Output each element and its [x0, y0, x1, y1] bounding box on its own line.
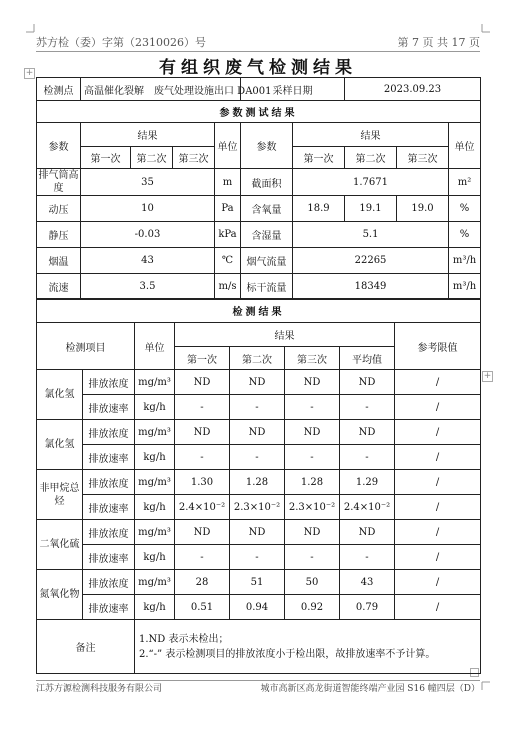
measure-type: 排放速率 — [83, 445, 135, 470]
value-second: ND — [230, 420, 285, 445]
measure-unit: kg/h — [135, 595, 175, 620]
table-row — [37, 169, 481, 196]
param-value: 1.7671 — [293, 169, 449, 196]
param-unit: kPa — [215, 222, 241, 248]
table-row — [37, 595, 481, 620]
value-second: 0.94 — [230, 595, 285, 620]
value-second: ND — [230, 370, 285, 395]
measure-type: 排放浓度 — [83, 470, 135, 495]
value-second: 2.3×10⁻² — [230, 495, 285, 520]
third-header: 第三次 — [285, 347, 340, 370]
result-header-right: 结果 — [293, 123, 449, 147]
table-row — [37, 520, 481, 545]
value-first: ND — [175, 420, 230, 445]
table-row — [37, 420, 481, 445]
point-label: 检测点 — [37, 78, 81, 101]
add-row-handle-icon[interactable]: + — [483, 371, 492, 381]
value-second: ND — [230, 520, 285, 545]
value-limit: / — [395, 445, 481, 470]
value-avg: 2.4×10⁻² — [340, 495, 395, 520]
param-value: -0.03 — [81, 222, 215, 248]
value-first: - — [175, 545, 230, 570]
table-row — [37, 495, 481, 520]
param-table — [36, 77, 481, 300]
pollutant-name: 非甲烷总烃 — [37, 470, 83, 520]
info-row — [37, 78, 481, 101]
value-limit: / — [395, 520, 481, 545]
param-name: 含氧量 — [241, 196, 293, 222]
param-value: 19.1 — [345, 196, 397, 222]
value-second: - — [230, 395, 285, 420]
value-limit: / — [395, 370, 481, 395]
note-line-1: 1.ND 表示未检出； — [139, 633, 229, 645]
value-second: 51 — [230, 570, 285, 595]
pollutant-name: 氮氧化物 — [37, 570, 83, 620]
param-name: 动压 — [37, 196, 81, 222]
measure-type: 排放速率 — [83, 495, 135, 520]
param-header: 参数 — [37, 123, 81, 169]
param-name: 流速 — [37, 274, 81, 300]
param-header-right: 参数 — [241, 123, 293, 169]
value-third: 2.3×10⁻² — [285, 495, 340, 520]
measure-type: 排放速率 — [83, 545, 135, 570]
third-header: 第三次 — [173, 147, 215, 169]
param-name: 烟温 — [37, 248, 81, 274]
unit-header: 单位 — [215, 123, 241, 169]
avg-header: 平均值 — [340, 347, 395, 370]
param-name: 截面积 — [241, 169, 293, 196]
value-first: 0.51 — [175, 595, 230, 620]
param-value: 5.1 — [293, 222, 449, 248]
value-second: - — [230, 445, 285, 470]
table-row — [37, 545, 481, 570]
param-name: 标干流量 — [241, 274, 293, 300]
param-value: 19.0 — [397, 196, 449, 222]
value-first: 2.4×10⁻² — [175, 495, 230, 520]
result-header: 结果 — [81, 123, 215, 147]
second-header-right: 第二次 — [345, 147, 397, 169]
value-third: ND — [285, 520, 340, 545]
value-first: - — [175, 395, 230, 420]
table-row — [37, 570, 481, 595]
result-section-title: 检测结果 — [37, 299, 481, 323]
value-avg: ND — [340, 520, 395, 545]
param-unit: % — [449, 196, 481, 222]
measure-unit: kg/h — [135, 545, 175, 570]
date-label: 采样日期 — [241, 78, 345, 101]
measure-unit: kg/h — [135, 395, 175, 420]
param-unit: m/s — [215, 274, 241, 300]
value-first: ND — [175, 520, 230, 545]
result-header: 结果 — [175, 323, 395, 347]
measure-type: 排放浓度 — [83, 570, 135, 595]
table-row — [37, 222, 481, 248]
measure-unit: mg/m³ — [135, 520, 175, 545]
param-unit: m — [215, 169, 241, 196]
second-header: 第二次 — [131, 147, 173, 169]
item-header: 检测项目 — [37, 323, 135, 370]
value-third: - — [285, 395, 340, 420]
value-limit: / — [395, 420, 481, 445]
table-move-handle-icon[interactable]: + — [25, 68, 34, 78]
table-row — [37, 470, 481, 495]
value-third: 1.28 — [285, 470, 340, 495]
param-unit: ℃ — [215, 248, 241, 274]
notes-content — [135, 620, 481, 674]
param-value: 35 — [81, 169, 215, 196]
table-row — [37, 370, 481, 395]
date-value: 2023.09.23 — [345, 78, 481, 101]
crop-mark-top-left — [26, 24, 34, 32]
value-avg: 43 — [340, 570, 395, 595]
param-name: 烟气流量 — [241, 248, 293, 274]
measure-unit: mg/m³ — [135, 570, 175, 595]
measure-type: 排放浓度 — [83, 420, 135, 445]
param-unit: % — [449, 222, 481, 248]
param-value: 22265 — [293, 248, 449, 274]
company-address: 城市高新区高龙街道智能终端产业园 S16 幢四层（D） — [260, 684, 480, 694]
pollutant-name: 氯化氢 — [37, 420, 83, 470]
measure-unit: kg/h — [135, 495, 175, 520]
value-avg: ND — [340, 370, 395, 395]
first-header: 第一次 — [175, 347, 230, 370]
value-avg: ND — [340, 420, 395, 445]
value-third: - — [285, 445, 340, 470]
param-name: 静压 — [37, 222, 81, 248]
unit-header-right: 单位 — [449, 123, 481, 169]
value-third: - — [285, 545, 340, 570]
value-first: - — [175, 445, 230, 470]
value-avg: 0.79 — [340, 595, 395, 620]
param-unit: m² — [449, 169, 481, 196]
param-unit: Pa — [215, 196, 241, 222]
param-unit: m³/h — [449, 274, 481, 300]
header-divider — [36, 51, 480, 52]
param-value: 10 — [81, 196, 215, 222]
value-first: 1.30 — [175, 470, 230, 495]
results-table — [36, 298, 481, 674]
company-name: 江苏方源检测科技服务有限公司 — [36, 684, 163, 694]
measure-unit: mg/m³ — [135, 370, 175, 395]
value-avg: - — [340, 395, 395, 420]
value-first: 28 — [175, 570, 230, 595]
value-third: 0.92 — [285, 595, 340, 620]
notes-row — [37, 620, 481, 674]
crop-mark-bottom-right — [482, 682, 490, 690]
table-row — [37, 196, 481, 222]
value-limit: / — [395, 495, 481, 520]
measure-unit: mg/m³ — [135, 470, 175, 495]
third-header-right: 第三次 — [397, 147, 449, 169]
table-row — [37, 274, 481, 300]
param-unit: m³/h — [449, 248, 481, 274]
value-second: - — [230, 545, 285, 570]
first-header-right: 第一次 — [293, 147, 345, 169]
value-limit: / — [395, 545, 481, 570]
measure-unit: kg/h — [135, 445, 175, 470]
page-footer — [36, 681, 480, 695]
value-third: ND — [285, 420, 340, 445]
second-header: 第二次 — [230, 347, 285, 370]
param-name: 含湿量 — [241, 222, 293, 248]
value-third: ND — [285, 370, 340, 395]
notes-label: 备注 — [37, 620, 135, 674]
value-limit: / — [395, 595, 481, 620]
note-line-2: 2.“-” 表示检测项目的排放浓度小于检出限，故排放速率不予计算。 — [139, 648, 436, 660]
point-value: 高温催化裂解 废气处理设施出口 DA001 — [81, 78, 241, 101]
measure-type: 排放浓度 — [83, 520, 135, 545]
table-row — [37, 445, 481, 470]
value-second: 1.28 — [230, 470, 285, 495]
measure-type: 排放速率 — [83, 395, 135, 420]
param-value: 43 — [81, 248, 215, 274]
value-avg: - — [340, 545, 395, 570]
crop-mark-top-right — [482, 24, 490, 32]
value-limit: / — [395, 570, 481, 595]
first-header: 第一次 — [81, 147, 131, 169]
page-info: 第 7 页 共 17 页 — [397, 36, 480, 49]
table-row — [37, 395, 481, 420]
pollutant-name: 氯化氢 — [37, 370, 83, 420]
measure-type: 排放浓度 — [83, 370, 135, 395]
limit-header: 参考限值 — [395, 323, 481, 370]
document-title: 有组织废气检测结果 — [159, 58, 357, 78]
unit-header: 单位 — [135, 323, 175, 370]
param-section-title: 参数测试结果 — [37, 101, 481, 123]
table-row — [37, 248, 481, 274]
param-value: 3.5 — [81, 274, 215, 300]
param-value: 18.9 — [293, 196, 345, 222]
param-name: 排气筒高度 — [38, 170, 79, 194]
param-value: 18349 — [293, 274, 449, 300]
measure-unit: mg/m³ — [135, 420, 175, 445]
report-number: 苏方检（委）字第（2310026）号 — [36, 36, 206, 49]
value-first: ND — [175, 370, 230, 395]
page-header — [36, 34, 480, 50]
value-avg: - — [340, 445, 395, 470]
value-avg: 1.29 — [340, 470, 395, 495]
pollutant-name: 二氧化硫 — [37, 520, 83, 570]
value-limit: / — [395, 395, 481, 420]
value-third: 50 — [285, 570, 340, 595]
measure-type: 排放速率 — [83, 595, 135, 620]
value-limit: / — [395, 470, 481, 495]
